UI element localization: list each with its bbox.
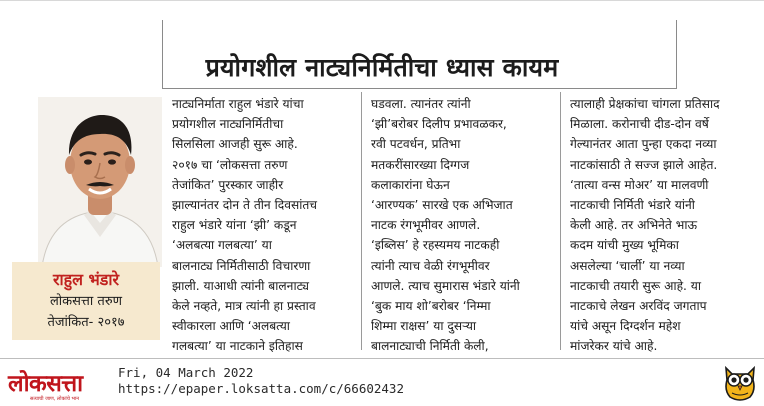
column-line: स्वीकारला आणि ‘अलबत्या [172,319,290,334]
column-line: केली आहे. तर अभिनेते भाऊ [570,218,698,233]
column-line: सिलसिला आजही सुरू आहे. [172,137,298,152]
column-line: नाटकाची निर्मिती भंडारे यांनी [570,198,695,213]
column-line: असलेल्या ‘चार्ली’ या नव्या [570,258,685,273]
logo-tagline: सत्याची जाण, लोकांचे भान [30,396,80,402]
epaper-url[interactable]: https://epaper.loksatta.com/c/66602432 [118,381,404,396]
column-line: झाल्यानंतर दोन ते तीन दिवसांतच [172,198,318,213]
column-line: गेल्यानंतर आता पुन्हा एकदा नव्या [570,137,717,152]
footer-separator [0,358,764,359]
column-line: शिम्मा राक्षस’ या दुसऱ्या [371,319,477,334]
column-line: ‘बुक माय शो’बरोबर ‘निम्मा [371,299,491,314]
column-line: त्यालाही प्रेक्षकांचा चांगला प्रतिसाद [570,97,720,111]
column-line: नाटकांसाठी ते सज्ज झाले आहेत. [570,157,718,172]
column-line: घडवला. त्यानंतर त्यांनी [371,97,471,111]
caption-name: राहुल भंडारे [52,270,120,289]
article-headline: प्रयोगशील नाट्यनिर्मितीचा ध्यास कायम [205,53,559,82]
photo-caption [12,262,160,340]
column-line: नाटकाची तयारी सुरू आहे. या [570,278,702,293]
portrait-illustration [38,97,162,267]
column-line: यांचे असून दिग्दर्शन महेश [570,319,681,334]
loksatta-logo[interactable] [8,366,83,400]
column-line: रवी पटवर्धन, प्रतिभा [371,137,461,152]
column-line: त्यांनी त्याच वेळी रंगभूमीवर [371,258,490,273]
column-line: कदम यांची मुख्य भूमिका [570,238,679,253]
logo-wordmark: लोकसत्ता [8,371,83,397]
column-line: ‘झी’बरोबर दिलीप प्रभावळकर, [371,117,507,132]
top-border [0,0,764,1]
article-column-2 [371,94,557,357]
column-line: नाट्यनिर्माता राहुल भंडारे यांचा [172,97,304,111]
article-column-1 [172,94,352,357]
headline-rule-bottom [162,88,677,89]
portrait-photo [38,97,162,267]
column-line: मतकरींसारख्या दिग्गज [371,157,470,172]
column-line: मिळाला. करोनाची दीड-दोन वर्षे [570,117,709,132]
column-line: झाली. याआधी त्यांनी बालनाट्य [172,278,309,293]
column-line: केले नव्हते, मात्र त्यांनी हा प्रस्ताव [172,299,316,314]
column-line: तेजांकित’ पुरस्कार जाहीर [172,177,284,192]
owl-mascot-icon [720,360,760,402]
article-column-3 [570,94,760,357]
column-line: बालनाट्याची निर्मिती केली, [371,339,489,354]
publication-date: Fri, 04 March 2022 [118,365,254,380]
column-line: २०१७ चा ‘लोकसत्ता तरुण [172,157,288,172]
footer-meta [118,365,404,397]
column-line: प्रयोगशील नाट्यनिर्मितीचा [172,117,284,132]
column-line: नाटक रंगभूमीवर आणले. [371,218,481,233]
column-divider-1 [361,92,362,350]
column-line: कलाकारांना घेऊन [371,177,450,192]
column-line: ‘तात्या वन्स मोअर’ या मालवणी [570,177,709,192]
caption-subtitle-line1: लोकसत्ता तरुण [49,294,123,309]
column-line: आणले. त्याच सुमारास भंडारे यांनी [371,278,520,293]
column-line: बालनाट्य निर्मितीसाठी विचारणा [172,258,311,273]
caption-subtitle-line2: तेजांकित- २०१७ [47,315,125,330]
column-line: नाटकाचे लेखन अरविंद जगताप [570,299,707,314]
column-line: ‘इब्लिस’ हे रहस्यमय नाटकही [371,238,500,253]
column-line: ‘अलबत्या गलबत्या’ या [172,238,272,253]
column-line: ‘आरण्यक’ सारखे एक अभिजात [371,198,513,213]
column-line: राहुल भंडारे यांना ‘झी’ कडून [172,218,297,233]
column-line: मांजरेकर यांचे आहे. [570,339,658,354]
column-line: गलबत्या’ या नाटकाने इतिहास [172,339,303,354]
column-divider-2 [560,92,561,350]
